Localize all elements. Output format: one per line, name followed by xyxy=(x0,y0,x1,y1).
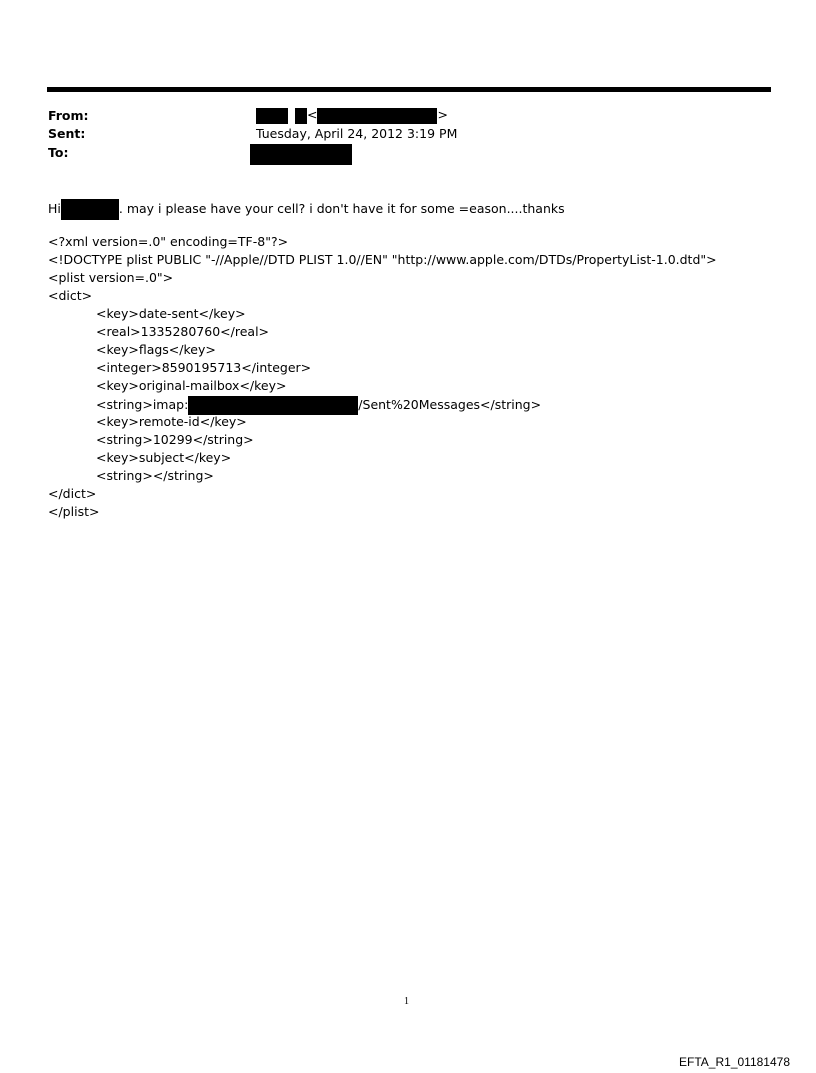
sent-label: Sent: xyxy=(48,126,86,141)
bates-number: EFTA_R1_01181478 xyxy=(679,1055,790,1069)
from-label: From: xyxy=(48,108,89,123)
plist-mailbox-entry xyxy=(96,396,541,415)
redaction-block xyxy=(256,108,288,124)
doctype-line: <!DOCTYPE plist PUBLIC "-//Apple//DTD PLIST 1.0//EN" "http://www.apple.com/DTDs/PropertyList-1.0.dtd"> xyxy=(48,252,717,267)
dict-close: </dict> xyxy=(48,486,97,501)
xml-declaration: <?xml version=.0" encoding=TF-8"?> xyxy=(48,234,289,249)
page-number: 1 xyxy=(404,996,409,1007)
plist-close: </plist> xyxy=(48,504,100,519)
plist-entry: <integer>8590195713</integer> xyxy=(96,360,312,375)
mailbox-prefix: <string>imap: xyxy=(96,397,189,412)
to-redaction xyxy=(250,144,352,165)
dict-open: <dict> xyxy=(48,288,93,303)
plist-entry: <key>remote-id</key> xyxy=(96,414,247,429)
mailbox-suffix: /Sent%20Messages</string> xyxy=(358,397,542,412)
plist-entry: <string></string> xyxy=(96,468,214,483)
plist-open: <plist version=.0"> xyxy=(48,270,174,285)
plist-entry: <key>subject</key> xyxy=(96,450,232,465)
plist-entry: <string>10299</string> xyxy=(96,432,254,447)
redaction-block xyxy=(295,108,307,124)
redaction-block xyxy=(61,199,119,220)
redaction-block xyxy=(188,396,358,415)
message-line xyxy=(48,199,565,220)
redaction-block xyxy=(317,108,437,124)
message-text: . may i please have your cell? i don't have it for some =eason....thanks xyxy=(118,201,565,216)
plist-entry: <key>date-sent</key> xyxy=(96,306,246,321)
plist-entry: <real>1335280760</real> xyxy=(96,324,270,339)
from-close-bracket: > xyxy=(437,107,448,122)
from-open-bracket: < xyxy=(306,107,318,122)
header-rule xyxy=(47,87,771,92)
sent-value: Tuesday, April 24, 2012 3:19 PM xyxy=(256,126,458,141)
from-value xyxy=(256,107,448,124)
to-label: To: xyxy=(48,145,69,160)
plist-entry: <key>original-mailbox</key> xyxy=(96,378,287,393)
plist-entry: <key>flags</key> xyxy=(96,342,216,357)
greeting: Hi xyxy=(48,201,61,216)
